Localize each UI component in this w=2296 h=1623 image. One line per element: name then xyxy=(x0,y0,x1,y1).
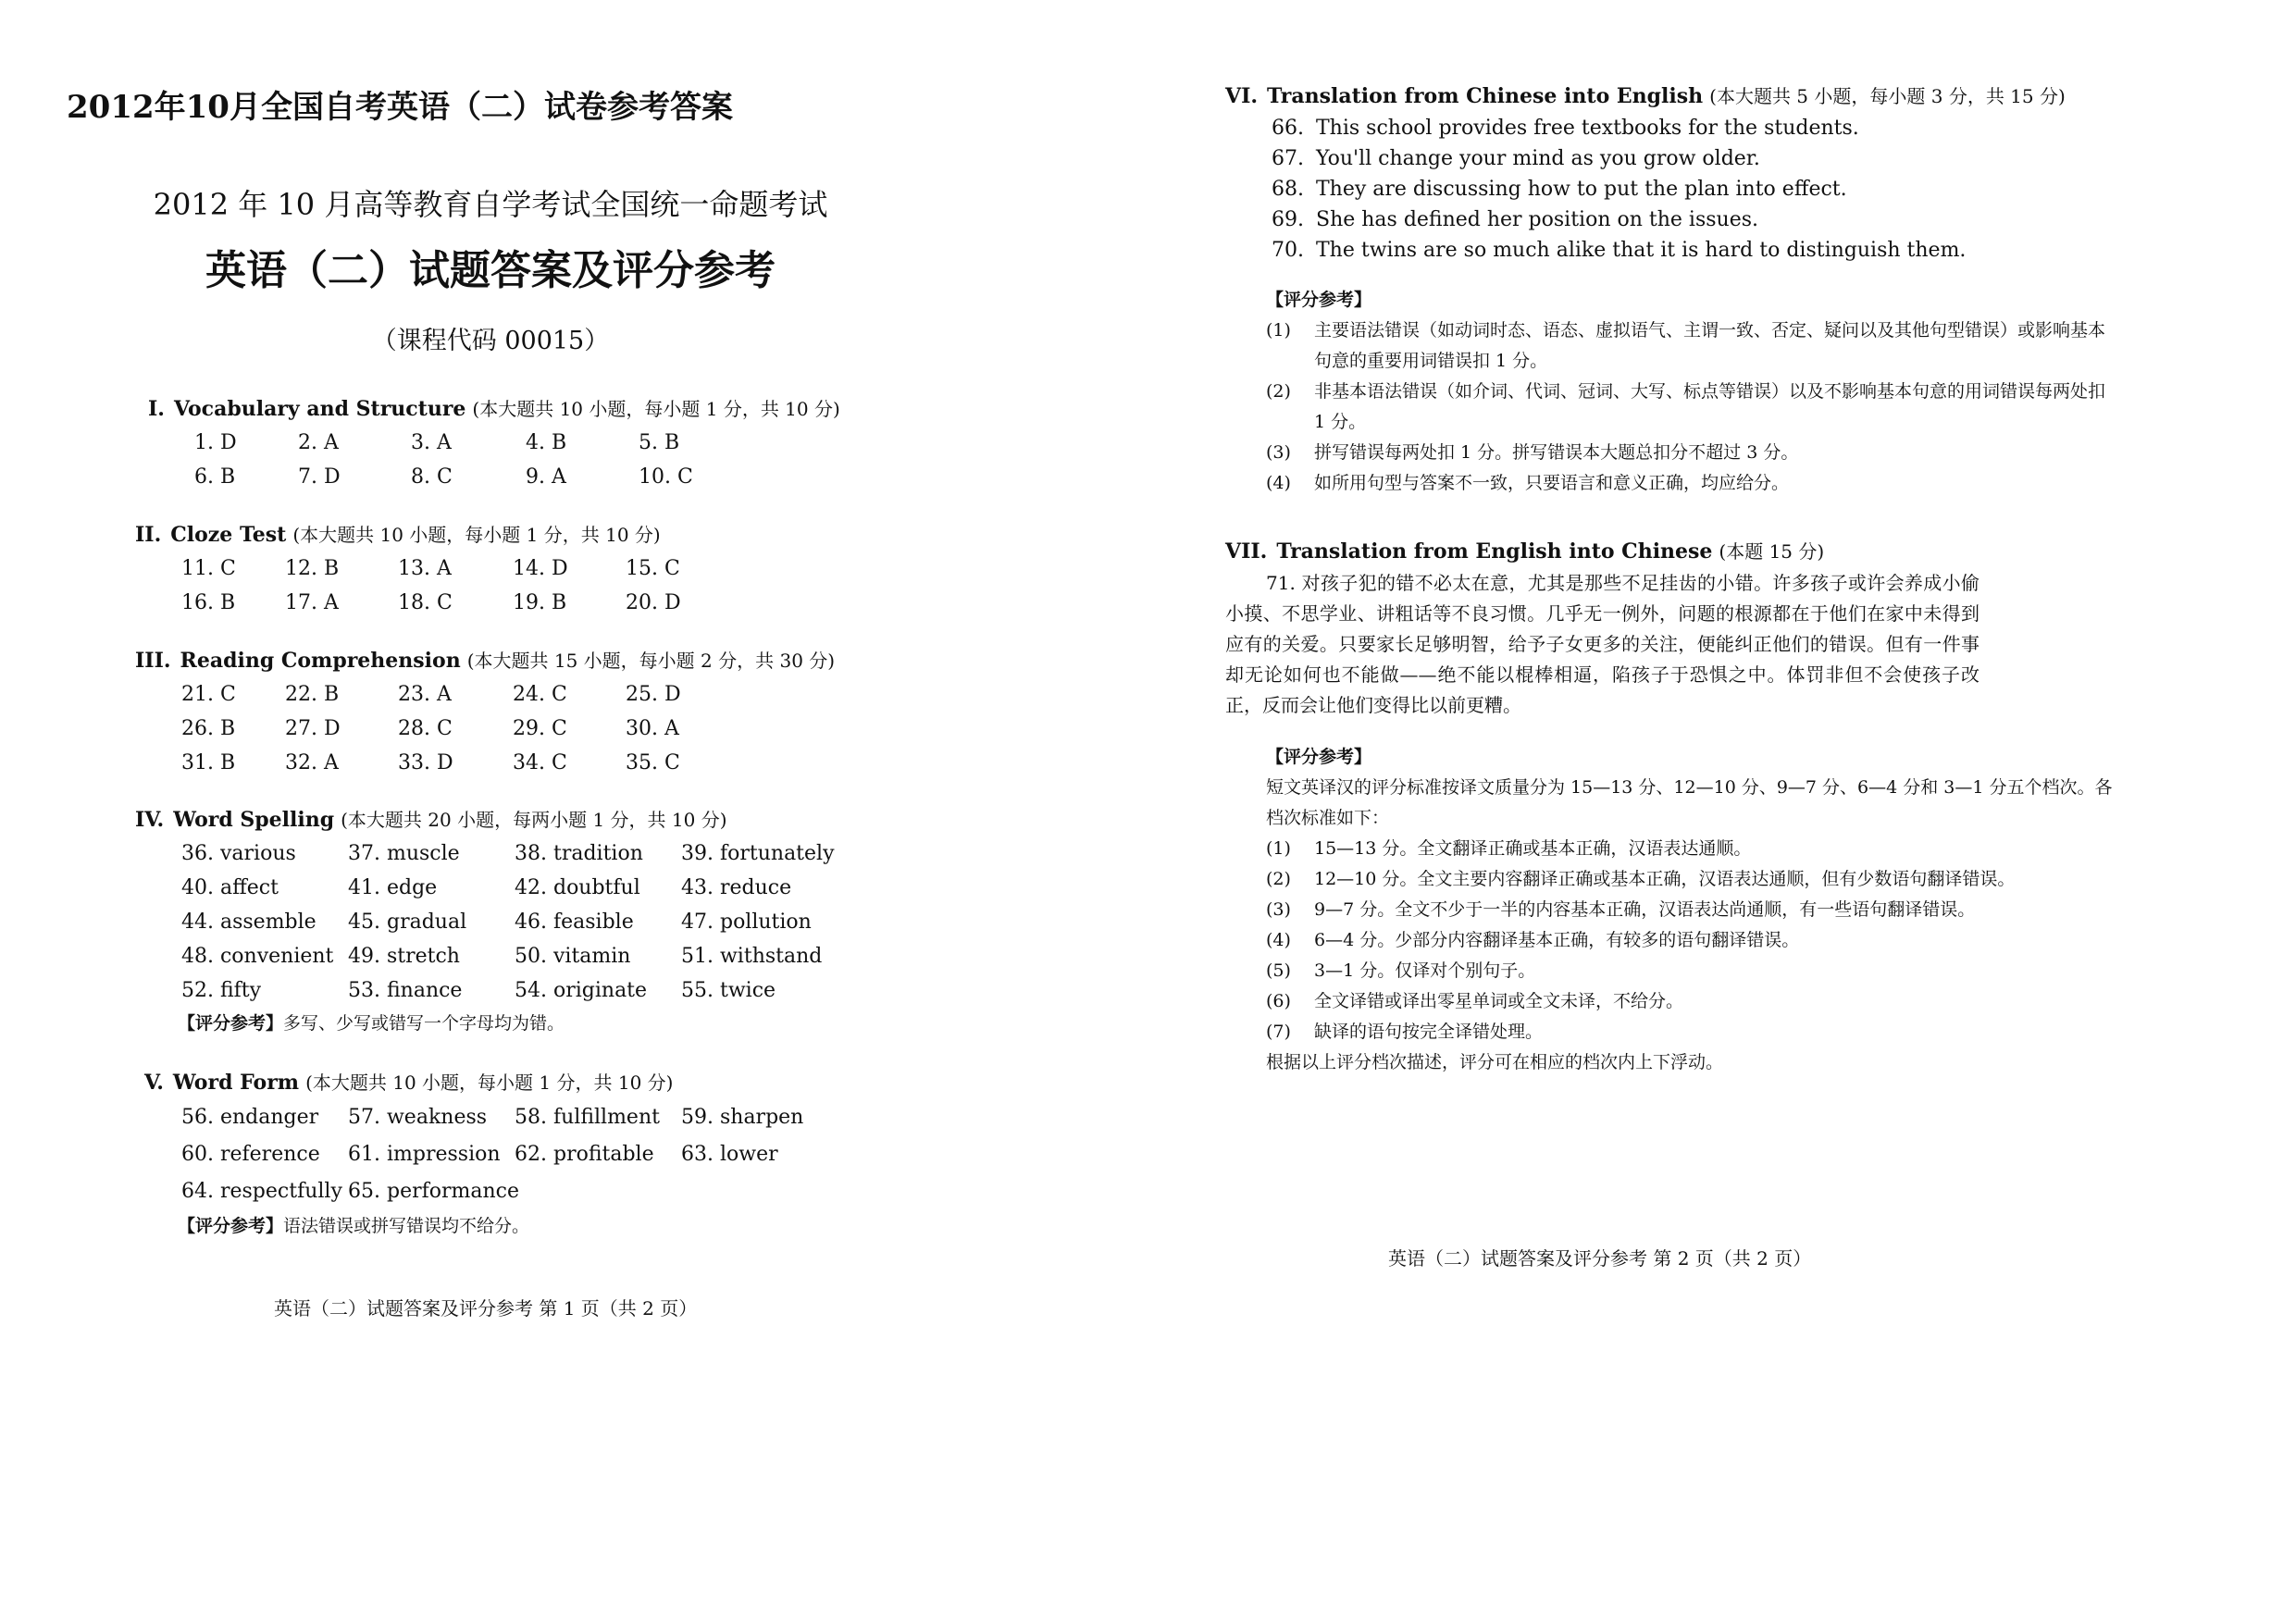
page-footer: 英语（二）试题答案及评分参考 第 1 页（共 2 页） xyxy=(274,1297,698,1319)
note-tag: 【评分参考】 xyxy=(178,1216,284,1236)
answer-item: 3. A xyxy=(411,431,452,454)
section-heading xyxy=(135,644,835,677)
section-info: (本大题共 10 小题，每小题 1 分，共 10 分) xyxy=(472,398,840,420)
answer-item: 28. C xyxy=(398,717,453,740)
answer-item: 10. C xyxy=(639,465,693,489)
answer-item: 47. pollution xyxy=(681,911,812,934)
answer-item: 62. profitable xyxy=(515,1143,654,1166)
section-reading xyxy=(135,644,835,780)
answer-item: 5. B xyxy=(639,431,680,454)
translation-item xyxy=(1272,174,2225,204)
answer-item: 61. impression xyxy=(348,1143,501,1166)
answer-item: 44. assemble xyxy=(181,911,316,934)
section-number: III. xyxy=(135,649,171,673)
answer-item: 21. C xyxy=(181,683,236,706)
answer-item: 39. fortunately xyxy=(681,842,835,865)
criteria-item xyxy=(1266,438,2116,468)
section-translation-c2e xyxy=(1225,80,2225,499)
answer-grid xyxy=(181,836,838,1008)
section-translation-e2c xyxy=(1225,535,2206,1078)
answer-item: 36. various xyxy=(181,842,296,865)
answer-item: 37. muscle xyxy=(348,842,460,865)
criteria-number: (1) xyxy=(1266,838,1291,859)
answer-item: 40. affect xyxy=(181,876,279,899)
criteria-text: 15—13 分。全文翻译正确或基本正确，汉语表达通顺。 xyxy=(1314,838,1752,859)
section-number: II. xyxy=(135,523,162,547)
answer-item: 35. C xyxy=(626,751,680,774)
answer-item: 63. lower xyxy=(681,1143,778,1166)
section-name: Cloze Test xyxy=(170,523,287,547)
answer-item: 52. fifty xyxy=(181,979,262,1002)
criteria-number: (1) xyxy=(1266,320,1291,341)
answer-item: 57. weakness xyxy=(348,1106,488,1129)
answer-item: 19. B xyxy=(513,591,567,614)
answer-item: 23. A xyxy=(398,683,452,706)
section-name: Translation from Chinese into English xyxy=(1267,84,1704,108)
answer-item: 58. fulfillment xyxy=(515,1106,660,1129)
criteria-item xyxy=(1266,986,2116,1017)
note-text: 语法错误或拼写错误均不给分。 xyxy=(283,1216,530,1236)
note-text: 多写、少写或错写一个字母均为错。 xyxy=(283,1013,565,1034)
criteria-item xyxy=(1266,468,2116,499)
criteria-item xyxy=(1266,895,2116,925)
answer-item: 29. C xyxy=(513,717,567,740)
criteria-number: (6) xyxy=(1266,991,1291,1011)
criteria-item xyxy=(1266,316,2116,377)
answer-item: 31. B xyxy=(181,751,236,774)
answer-item: 22. B xyxy=(285,683,340,706)
answer-item: 27. D xyxy=(285,717,341,740)
course-code: （课程代码 00015） xyxy=(371,327,610,355)
criteria-item xyxy=(1266,956,2116,986)
answer-item: 14. D xyxy=(513,557,568,580)
translation-item xyxy=(1272,143,2225,174)
answer-item: 50. vitamin xyxy=(515,945,631,968)
answer-item: 13. A xyxy=(398,557,452,580)
answer-item: 64. respectfully xyxy=(181,1180,342,1203)
criteria-text: 9—7 分。全文不少于一半的内容基本正确，汉语表达尚通顺，有一些语句翻译错误。 xyxy=(1314,899,1976,920)
answer-item: 34. C xyxy=(513,751,567,774)
criteria-intro: 短文英译汉的评分标准按译文质量分为 15—13 分、12—10 分、9—7 分、6—4 分和 3—1 分五个档次。各档次标准如下： xyxy=(1266,777,2113,828)
scoring-criteria xyxy=(1266,741,2116,1078)
answer-item: 48. convenient xyxy=(181,945,334,968)
answer-item: 59. sharpen xyxy=(681,1106,804,1129)
item-number: 66. xyxy=(1272,117,1304,140)
answer-item: 42. doubtful xyxy=(515,876,640,899)
answer-item: 38. tradition xyxy=(515,842,643,865)
answer-item: 60. reference xyxy=(181,1143,320,1166)
section-heading xyxy=(144,1066,838,1099)
page-2 xyxy=(1148,0,2296,1623)
answer-grid xyxy=(181,677,835,780)
page-footer: 英语（二）试题答案及评分参考 第 2 页（共 2 页） xyxy=(1388,1247,1812,1270)
answer-item: 56. endanger xyxy=(181,1106,319,1129)
criteria-tag: 【评分参考】 xyxy=(1266,747,1372,767)
section-name: Reading Comprehension xyxy=(180,649,461,673)
scoring-criteria xyxy=(1266,284,2116,499)
answer-item: 33. D xyxy=(398,751,453,774)
section-number: VI. xyxy=(1225,84,1259,108)
answer-item: 55. twice xyxy=(681,979,776,1002)
answer-item: 18. C xyxy=(398,591,453,614)
answer-item: 46. feasible xyxy=(515,911,634,934)
item-text: She has defined her position on the issues. xyxy=(1316,208,1759,231)
answer-item: 53. finance xyxy=(348,979,463,1002)
section-name: Translation from English into Chinese xyxy=(1276,539,1713,564)
section-number: I. xyxy=(148,397,165,421)
section-number: IV. xyxy=(135,808,165,832)
criteria-number: (4) xyxy=(1266,930,1291,950)
section-info: (本大题共 5 小题，每小题 3 分，共 15 分) xyxy=(1709,85,2066,107)
section-word-spelling xyxy=(135,803,838,1039)
answer-key-title: 英语（二）试题答案及评分参考 xyxy=(205,247,776,294)
answer-item: 2. A xyxy=(298,431,339,454)
criteria-number: (7) xyxy=(1266,1022,1291,1042)
criteria-item xyxy=(1266,864,2116,895)
criteria-number: (4) xyxy=(1266,473,1291,493)
criteria-text: 12—10 分。全文主要内容翻译正确或基本正确，汉语表达通顺，但有少数语句翻译错误。 xyxy=(1314,869,2016,889)
section-heading xyxy=(1225,535,2206,568)
section-word-form xyxy=(144,1066,838,1242)
criteria-item xyxy=(1266,834,2116,864)
criteria-number: (3) xyxy=(1266,442,1291,463)
answer-item: 9. A xyxy=(526,465,566,489)
answer-item: 43. reduce xyxy=(681,876,792,899)
item-number: 69. xyxy=(1272,208,1304,231)
section-vocabulary xyxy=(148,392,840,494)
note-tag: 【评分参考】 xyxy=(178,1013,284,1034)
answer-item: 32. A xyxy=(285,751,339,774)
section-heading xyxy=(135,518,737,551)
scoring-note xyxy=(178,1210,838,1242)
answer-item: 49. stretch xyxy=(348,945,460,968)
criteria-text: 如所用句型与答案不一致，只要语言和意义正确，均应给分。 xyxy=(1314,473,1790,493)
criteria-item xyxy=(1266,925,2116,956)
answer-item: 8. C xyxy=(411,465,453,489)
criteria-text: 缺译的语句按完全译错处理。 xyxy=(1314,1022,1544,1042)
item-number: 67. xyxy=(1272,147,1304,170)
answer-item: 17. A xyxy=(285,591,339,614)
answer-item: 20. D xyxy=(626,591,681,614)
section-info: (本大题共 10 小题，每小题 1 分，共 10 分) xyxy=(305,1072,674,1094)
criteria-text: 主要语法错误（如动词时态、语态、虚拟语气、主谓一致、否定、疑问以及其他句型错误）或影响基本句意的重要用词错误扣 1 分。 xyxy=(1314,320,2106,371)
answer-item: 26. B xyxy=(181,717,236,740)
exam-title: 2012 年 10 月高等教育自学考试全国统一命题考试 xyxy=(153,187,828,222)
section-number: VII. xyxy=(1225,539,1268,564)
document-title: 2012年10月全国自考英语（二）试卷参考答案 xyxy=(67,89,733,126)
section-info: (本大题共 15 小题，每小题 2 分，共 30 分) xyxy=(466,650,836,672)
item-text: The twins are so much alike that it is hard to distinguish them. xyxy=(1316,239,1967,262)
criteria-text: 拼写错误每两处扣 1 分。拼写错误本大题总扣分不超过 3 分。 xyxy=(1314,442,1799,463)
criteria-number: (2) xyxy=(1266,381,1291,402)
answer-item: 15. C xyxy=(626,557,680,580)
criteria-text: 全文译错或译出零星单词或全文未译，不给分。 xyxy=(1314,991,1684,1011)
section-heading xyxy=(135,803,838,836)
criteria-text: 3—1 分。仅译对个别句子。 xyxy=(1314,960,1536,981)
criteria-text: 6—4 分。少部分内容翻译基本正确，有较多的语句翻译错误。 xyxy=(1314,930,1800,950)
translation-item xyxy=(1272,113,2225,143)
translation-item xyxy=(1272,204,2225,235)
item-number: 68. xyxy=(1272,178,1304,201)
section-number: V. xyxy=(144,1071,164,1095)
answer-item: 12. B xyxy=(285,557,340,580)
answer-item: 1. D xyxy=(194,431,237,454)
answer-grid xyxy=(194,426,840,494)
criteria-outro: 根据以上评分档次描述，评分可在相应的档次内上下浮动。 xyxy=(1266,1052,1724,1072)
section-name: Word Spelling xyxy=(173,808,335,832)
translation-answers xyxy=(1272,113,2225,266)
section-name: Vocabulary and Structure xyxy=(173,397,466,421)
answer-item: 24. C xyxy=(513,683,567,706)
section-info: (本题 15 分) xyxy=(1719,540,1825,563)
answer-grid xyxy=(181,551,737,620)
scoring-note xyxy=(178,1008,838,1039)
item-text: They are discussing how to put the plan into effect. xyxy=(1316,178,1847,201)
item-text: You'll change your mind as you grow older. xyxy=(1316,147,1760,170)
answer-item: 7. D xyxy=(298,465,341,489)
section-name: Word Form xyxy=(172,1071,300,1095)
section-heading xyxy=(148,392,840,426)
answer-item: 30. A xyxy=(626,717,679,740)
answer-item: 51. withstand xyxy=(681,945,823,968)
translation-passage: 71. 对孩子犯的错不必太在意，尤其是那些不足挂齿的小错。许多孩子或许会养成小偷小摸、不思学业、讲粗话等不良习惯。几乎无一例外，问题的根源都在于他们在家中未得到应有的关爱。只要家长足够明智，给予子女更多的关注，便能纠正他们的错误。但有一件事却无论如何也不能做——绝不能以棍棒相逼，陷孩子于恐惧之中。体罚非但不会使孩子改正，反而会让他们变得比以前更糟。 xyxy=(1225,572,1980,716)
criteria-number: (2) xyxy=(1266,869,1291,889)
criteria-number: (5) xyxy=(1266,960,1291,981)
answer-grid xyxy=(181,1099,838,1210)
item-text: This school provides free textbooks for the students. xyxy=(1316,117,1859,140)
criteria-item xyxy=(1266,377,2116,438)
translation-item xyxy=(1272,235,2225,266)
section-info: (本大题共 10 小题，每小题 1 分，共 10 分) xyxy=(292,524,661,546)
answer-item: 6. B xyxy=(194,465,236,489)
section-cloze xyxy=(135,518,737,620)
answer-item: 4. B xyxy=(526,431,567,454)
section-heading xyxy=(1225,80,2225,113)
section-info: (本大题共 20 小题，每两小题 1 分，共 10 分) xyxy=(341,809,727,831)
criteria-text: 非基本语法错误（如介词、代词、冠词、大写、标点等错误）以及不影响基本句意的用词错误每两处扣 1 分。 xyxy=(1314,381,2106,432)
answer-item: 45. gradual xyxy=(348,911,467,934)
criteria-number: (3) xyxy=(1266,899,1291,920)
criteria-item xyxy=(1266,1017,2116,1047)
answer-item: 41. edge xyxy=(348,876,438,899)
answer-item: 65. performance xyxy=(348,1180,519,1203)
item-number: 70. xyxy=(1272,239,1304,262)
answer-item: 11. C xyxy=(181,557,236,580)
answer-item: 16. B xyxy=(181,591,236,614)
criteria-tag: 【评分参考】 xyxy=(1266,290,1372,310)
answer-item: 25. D xyxy=(626,683,681,706)
answer-item: 54. originate xyxy=(515,979,648,1002)
